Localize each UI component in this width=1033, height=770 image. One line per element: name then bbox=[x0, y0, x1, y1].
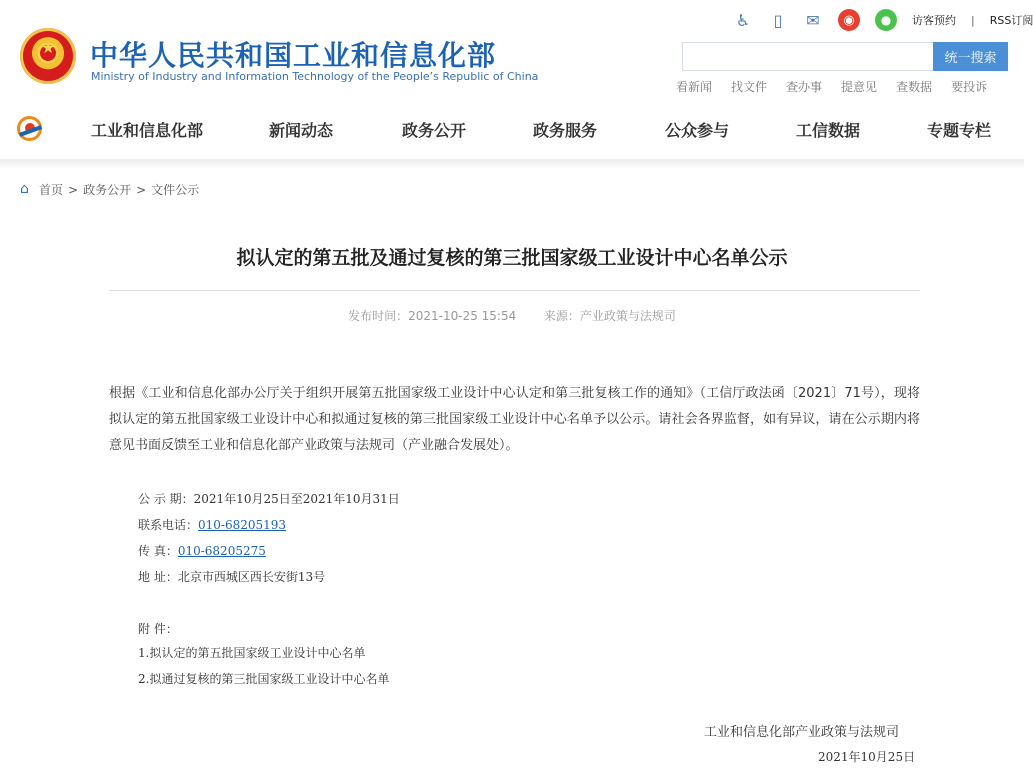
top-link-separator: | bbox=[971, 13, 975, 27]
attachments-list bbox=[138, 640, 389, 692]
phone-link[interactable]: 010-68205193 bbox=[198, 518, 287, 532]
visitor-appointment-link[interactable]: 访客预约 bbox=[912, 14, 956, 27]
article-body: 根据《工业和信息化部办公厅关于组织开展第五批国家级工业设计中心认定和第三批复核工作的通知》（工信厅政法函〔2021〕71号），现将拟认定的第五批国家级工业设计中心和拟通过复核的第三批国家级工业设计中心名单予以公示。请社会各界监督，如有异议，请在公示期内将意见书面反馈至工业和信息化部产业政策与法规司（产业融合发展处）。 bbox=[109, 386, 920, 453]
site-title-cn: 中华人民共和国工业和信息化部 bbox=[90, 39, 497, 72]
article-title: 拟认定的第五批及通过复核的第三批国家级工业设计中心名单公示 bbox=[236, 247, 788, 269]
attachment-item-2[interactable]: 2.拟通过复核的第三批国家级工业设计中心名单 bbox=[138, 672, 390, 686]
nav-news[interactable]: 新闻动态 bbox=[269, 121, 334, 140]
breadcrumb bbox=[20, 181, 199, 198]
breadcrumb-government-affairs[interactable]: 政务公开 bbox=[83, 183, 132, 197]
quick-link-complaint[interactable]: 要投诉 bbox=[951, 80, 988, 94]
breadcrumb-home[interactable]: 首页 bbox=[39, 183, 64, 197]
address-row: 地 址：北京市西城区西长安街13号 bbox=[138, 570, 326, 584]
quick-link-feedback[interactable]: 提意见 bbox=[841, 80, 878, 94]
home-icon[interactable]: ⌂ bbox=[20, 181, 29, 197]
attachments-title: 附 件： bbox=[138, 622, 178, 636]
source: 来源：产业政策与法规司 bbox=[543, 309, 676, 323]
search-input[interactable] bbox=[683, 43, 933, 70]
signature-date: 2021年10月25日 bbox=[818, 750, 916, 764]
weibo-icon[interactable]: ◉ bbox=[838, 9, 860, 31]
publish-time: 发布时间：2021-10-25 15:54 bbox=[348, 309, 517, 323]
quick-link-documents[interactable]: 找文件 bbox=[731, 80, 768, 94]
site-search bbox=[682, 42, 1008, 71]
quick-link-news[interactable]: 看新闻 bbox=[676, 80, 713, 94]
nav-government-services[interactable]: 政务服务 bbox=[533, 121, 598, 140]
nav-government-affairs[interactable]: 政务公开 bbox=[402, 121, 467, 140]
quick-link-services[interactable]: 查办事 bbox=[786, 80, 823, 94]
mail-icon[interactable]: ✉ bbox=[806, 10, 820, 30]
title-divider bbox=[109, 290, 920, 291]
article-meta bbox=[0, 307, 1024, 324]
rss-subscribe-link[interactable]: RSS订阅 bbox=[989, 14, 1033, 27]
fax-link[interactable]: 010-68205275 bbox=[177, 544, 266, 558]
phone-row: 联系电话：010-68205193 bbox=[138, 518, 287, 532]
nav-public-participation[interactable]: 公众参与 bbox=[665, 121, 730, 140]
top-utility-bar bbox=[733, 8, 1033, 32]
site-title-en: Ministry of Industry and Information Technology of the People’s Republic of China bbox=[91, 70, 539, 83]
national-emblem-logo bbox=[20, 28, 76, 84]
attachment-item-1[interactable]: 1.拟认定的第五批国家级工业设计中心名单 bbox=[138, 646, 366, 660]
nav-divider-shadow bbox=[0, 159, 1024, 169]
nav-data[interactable]: 工信数据 bbox=[796, 121, 861, 140]
quick-links bbox=[676, 78, 987, 95]
breadcrumb-document-notice[interactable]: 文件公示 bbox=[151, 183, 200, 197]
notice-period-row: 公 示 期：2021年10月25日至2021年10月31日 bbox=[138, 492, 400, 506]
mobile-icon[interactable]: ▯ bbox=[773, 10, 783, 30]
wechat-icon[interactable]: ● bbox=[875, 9, 897, 31]
contact-details bbox=[138, 486, 400, 590]
nav-special-topics[interactable]: 专题专栏 bbox=[927, 121, 992, 140]
signature: 工业和信息化部产业政策与法规司 bbox=[704, 725, 900, 740]
breadcrumb-separator: > bbox=[136, 182, 147, 197]
fax-row: 传 真：010-68205275 bbox=[138, 544, 266, 558]
ministry-logo-icon[interactable] bbox=[17, 116, 42, 141]
breadcrumb-separator: > bbox=[68, 182, 79, 197]
search-button[interactable]: 统一搜索 bbox=[933, 42, 1008, 71]
quick-link-data[interactable]: 查数据 bbox=[896, 80, 933, 94]
accessibility-icon[interactable]: ♿ bbox=[735, 10, 751, 30]
nav-ministry[interactable]: 工业和信息化部 bbox=[91, 121, 204, 140]
